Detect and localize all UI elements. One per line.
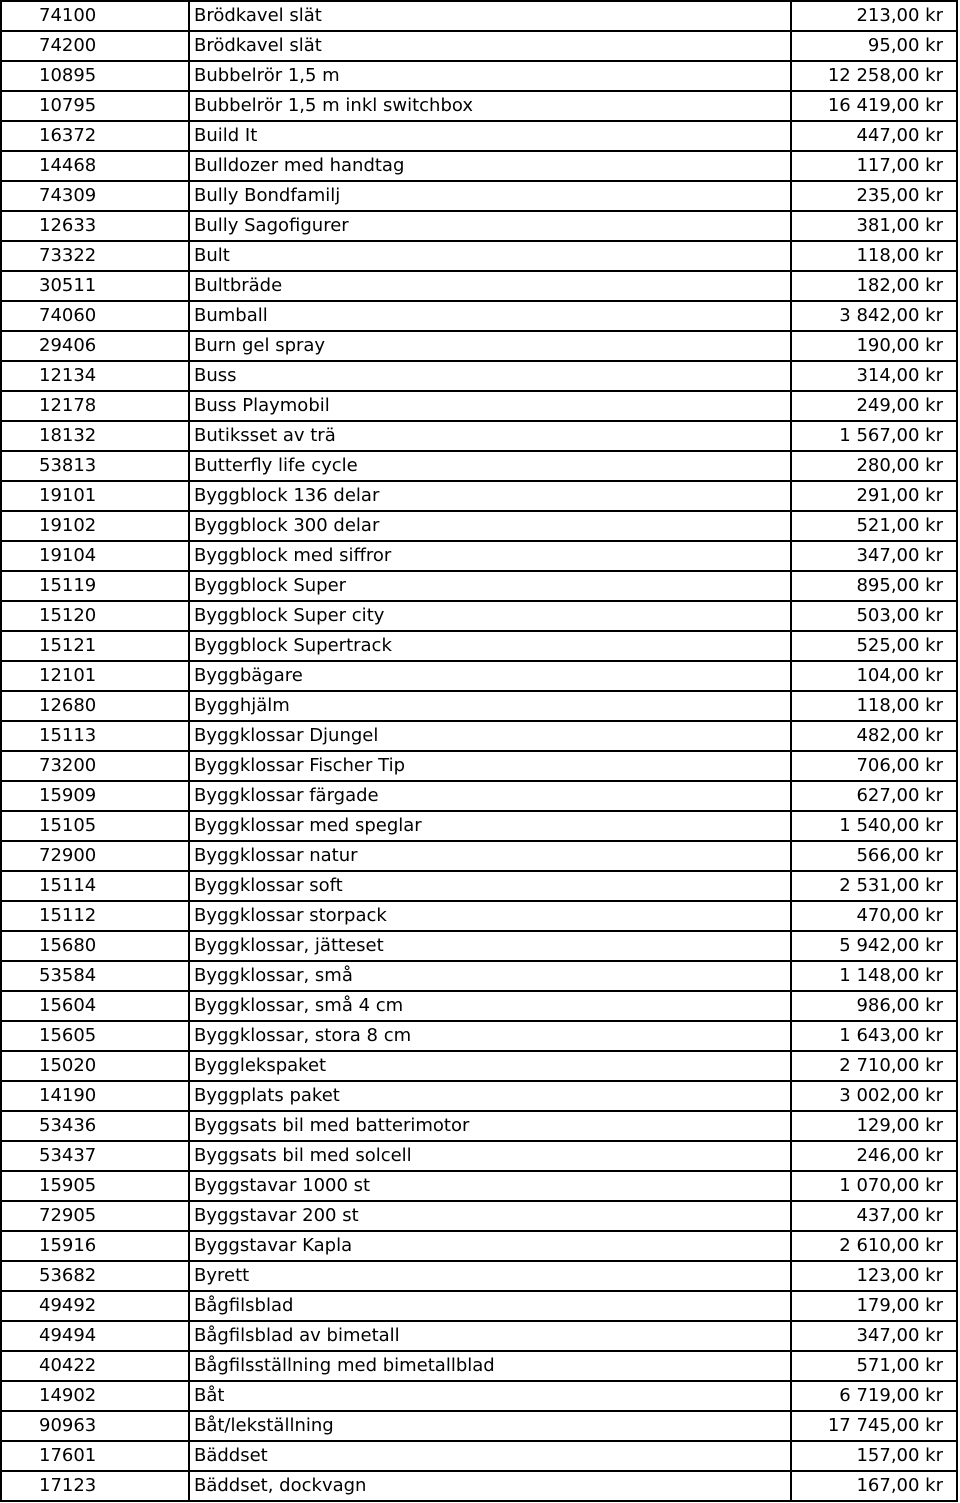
article-number-cell: 15114 [1, 871, 189, 901]
article-number-cell: 15120 [1, 601, 189, 631]
product-name-cell: Byggklossar, stora 8 cm [189, 1021, 791, 1051]
price-cell: 437,00 kr [791, 1201, 957, 1231]
price-cell: 2 610,00 kr [791, 1231, 957, 1261]
article-number-cell: 12178 [1, 391, 189, 421]
article-number-cell: 17123 [1, 1471, 189, 1501]
product-name-cell: Bäddset, dockvagn [189, 1471, 791, 1501]
table-row [1, 421, 957, 451]
price-cell: 347,00 kr [791, 1321, 957, 1351]
price-cell: 1 540,00 kr [791, 811, 957, 841]
product-name-cell: Byggstavar Kapla [189, 1231, 791, 1261]
table-row [1, 1141, 957, 1171]
product-name-cell: Byggblock 300 delar [189, 511, 791, 541]
article-number-cell: 15905 [1, 1171, 189, 1201]
article-number-cell: 15604 [1, 991, 189, 1021]
product-name-cell: Byggklossar storpack [189, 901, 791, 931]
article-number-cell: 17601 [1, 1441, 189, 1471]
price-cell: 167,00 kr [791, 1471, 957, 1501]
article-number-cell: 72900 [1, 841, 189, 871]
product-name-cell: Butiksset av trä [189, 421, 791, 451]
price-cell: 1 070,00 kr [791, 1171, 957, 1201]
price-cell: 16 419,00 kr [791, 91, 957, 121]
price-cell: 104,00 kr [791, 661, 957, 691]
product-name-cell: Båt [189, 1381, 791, 1411]
table-row [1, 1171, 957, 1201]
product-name-cell: Byggblock Supertrack [189, 631, 791, 661]
price-cell: 117,00 kr [791, 151, 957, 181]
article-number-cell: 90963 [1, 1411, 189, 1441]
price-cell: 525,00 kr [791, 631, 957, 661]
product-name-cell: Byggstavar 200 st [189, 1201, 791, 1231]
price-cell: 118,00 kr [791, 691, 957, 721]
table-row [1, 1471, 957, 1501]
price-cell: 2 531,00 kr [791, 871, 957, 901]
table-row [1, 841, 957, 871]
article-number-cell: 49494 [1, 1321, 189, 1351]
article-number-cell: 15112 [1, 901, 189, 931]
price-cell: 235,00 kr [791, 181, 957, 211]
price-cell: 179,00 kr [791, 1291, 957, 1321]
table-row [1, 1321, 957, 1351]
table-row [1, 571, 957, 601]
table-row [1, 991, 957, 1021]
table-row [1, 301, 957, 331]
article-number-cell: 10795 [1, 91, 189, 121]
product-name-cell: Byggblock 136 delar [189, 481, 791, 511]
price-cell: 503,00 kr [791, 601, 957, 631]
article-number-cell: 73322 [1, 241, 189, 271]
product-name-cell: Bågfilsblad av bimetall [189, 1321, 791, 1351]
table-row [1, 361, 957, 391]
price-cell: 571,00 kr [791, 1351, 957, 1381]
table-row [1, 1441, 957, 1471]
product-name-cell: Bäddset [189, 1441, 791, 1471]
price-cell: 123,00 kr [791, 1261, 957, 1291]
product-name-cell: Byggblock med siffror [189, 541, 791, 571]
article-number-cell: 53682 [1, 1261, 189, 1291]
price-cell: 314,00 kr [791, 361, 957, 391]
product-name-cell: Byggklossar färgade [189, 781, 791, 811]
product-name-cell: Byggsats bil med solcell [189, 1141, 791, 1171]
table-row [1, 241, 957, 271]
article-number-cell: 14902 [1, 1381, 189, 1411]
product-name-cell: Byggblock Super city [189, 601, 791, 631]
price-cell: 246,00 kr [791, 1141, 957, 1171]
table-row [1, 1231, 957, 1261]
product-name-cell: Byggplats paket [189, 1081, 791, 1111]
table-row [1, 91, 957, 121]
price-cell: 895,00 kr [791, 571, 957, 601]
price-cell: 3 842,00 kr [791, 301, 957, 331]
product-name-cell: Bulldozer med handtag [189, 151, 791, 181]
price-cell: 213,00 kr [791, 1, 957, 31]
product-name-cell: Brödkavel slät [189, 31, 791, 61]
table-row [1, 211, 957, 241]
table-row [1, 151, 957, 181]
table-row [1, 1411, 957, 1441]
product-name-cell: Bågfilsblad [189, 1291, 791, 1321]
table-row [1, 1081, 957, 1111]
table-row [1, 1111, 957, 1141]
table-row [1, 31, 957, 61]
product-name-cell: Burn gel spray [189, 331, 791, 361]
table-row [1, 1381, 957, 1411]
price-cell: 381,00 kr [791, 211, 957, 241]
article-number-cell: 74060 [1, 301, 189, 331]
price-cell: 5 942,00 kr [791, 931, 957, 961]
table-row [1, 121, 957, 151]
product-name-cell: Byggklossar med speglar [189, 811, 791, 841]
product-name-cell: Byggklossar natur [189, 841, 791, 871]
article-number-cell: 74200 [1, 31, 189, 61]
price-cell: 291,00 kr [791, 481, 957, 511]
table-row [1, 931, 957, 961]
table-row [1, 781, 957, 811]
table-row [1, 1291, 957, 1321]
price-cell: 157,00 kr [791, 1441, 957, 1471]
product-name-cell: Byggklossar Djungel [189, 721, 791, 751]
price-cell: 249,00 kr [791, 391, 957, 421]
product-name-cell: Bully Bondfamilj [189, 181, 791, 211]
price-cell: 1 643,00 kr [791, 1021, 957, 1051]
article-number-cell: 14190 [1, 1081, 189, 1111]
product-name-cell: Byggklossar soft [189, 871, 791, 901]
table-row [1, 1, 957, 31]
table-row [1, 1351, 957, 1381]
price-cell: 521,00 kr [791, 511, 957, 541]
product-name-cell: Bygghjälm [189, 691, 791, 721]
product-name-cell: Bumball [189, 301, 791, 331]
table-row [1, 181, 957, 211]
table-row [1, 511, 957, 541]
article-number-cell: 12633 [1, 211, 189, 241]
product-name-cell: Build It [189, 121, 791, 151]
article-number-cell: 15909 [1, 781, 189, 811]
table-row [1, 601, 957, 631]
article-number-cell: 16372 [1, 121, 189, 151]
price-cell: 190,00 kr [791, 331, 957, 361]
price-cell: 280,00 kr [791, 451, 957, 481]
article-number-cell: 74100 [1, 1, 189, 31]
table-row [1, 331, 957, 361]
price-cell: 2 710,00 kr [791, 1051, 957, 1081]
price-cell: 1 567,00 kr [791, 421, 957, 451]
table-row [1, 391, 957, 421]
article-number-cell: 53813 [1, 451, 189, 481]
price-cell: 129,00 kr [791, 1111, 957, 1141]
price-cell: 706,00 kr [791, 751, 957, 781]
article-number-cell: 53584 [1, 961, 189, 991]
article-number-cell: 14468 [1, 151, 189, 181]
product-name-cell: Byggbägare [189, 661, 791, 691]
price-cell: 470,00 kr [791, 901, 957, 931]
table-row [1, 751, 957, 781]
table-row [1, 871, 957, 901]
table-row [1, 271, 957, 301]
product-name-cell: Bubbelrör 1,5 m inkl switchbox [189, 91, 791, 121]
article-number-cell: 53437 [1, 1141, 189, 1171]
article-number-cell: 15020 [1, 1051, 189, 1081]
article-number-cell: 12134 [1, 361, 189, 391]
price-cell: 17 745,00 kr [791, 1411, 957, 1441]
product-name-cell: Buss [189, 361, 791, 391]
price-cell: 986,00 kr [791, 991, 957, 1021]
article-number-cell: 19104 [1, 541, 189, 571]
table-row [1, 691, 957, 721]
product-name-cell: Båt/lekställning [189, 1411, 791, 1441]
table-row [1, 811, 957, 841]
price-cell: 12 258,00 kr [791, 61, 957, 91]
article-number-cell: 15121 [1, 631, 189, 661]
product-name-cell: Buss Playmobil [189, 391, 791, 421]
article-number-cell: 49492 [1, 1291, 189, 1321]
price-cell: 482,00 kr [791, 721, 957, 751]
article-number-cell: 15916 [1, 1231, 189, 1261]
article-number-cell: 53436 [1, 1111, 189, 1141]
article-number-cell: 40422 [1, 1351, 189, 1381]
price-list-body [1, 1, 957, 1501]
price-cell: 3 002,00 kr [791, 1081, 957, 1111]
product-name-cell: Byggstavar 1000 st [189, 1171, 791, 1201]
article-number-cell: 15605 [1, 1021, 189, 1051]
price-cell: 1 148,00 kr [791, 961, 957, 991]
product-name-cell: Brödkavel slät [189, 1, 791, 31]
article-number-cell: 30511 [1, 271, 189, 301]
article-number-cell: 15113 [1, 721, 189, 751]
price-cell: 95,00 kr [791, 31, 957, 61]
table-row [1, 961, 957, 991]
table-row [1, 1021, 957, 1051]
price-cell: 566,00 kr [791, 841, 957, 871]
article-number-cell: 19101 [1, 481, 189, 511]
product-name-cell: Bultbräde [189, 271, 791, 301]
article-number-cell: 15119 [1, 571, 189, 601]
price-cell: 447,00 kr [791, 121, 957, 151]
article-number-cell: 10895 [1, 61, 189, 91]
price-cell: 182,00 kr [791, 271, 957, 301]
table-row [1, 661, 957, 691]
table-row [1, 631, 957, 661]
product-name-cell: Byrett [189, 1261, 791, 1291]
product-name-cell: Butterfly life cycle [189, 451, 791, 481]
table-row [1, 1201, 957, 1231]
product-name-cell: Byggklossar, små 4 cm [189, 991, 791, 1021]
price-cell: 118,00 kr [791, 241, 957, 271]
article-number-cell: 73200 [1, 751, 189, 781]
price-cell: 6 719,00 kr [791, 1381, 957, 1411]
product-name-cell: Bågfilsställning med bimetallblad [189, 1351, 791, 1381]
table-row [1, 1261, 957, 1291]
article-number-cell: 12101 [1, 661, 189, 691]
table-row [1, 901, 957, 931]
product-name-cell: Byggklossar, små [189, 961, 791, 991]
product-name-cell: Bubbelrör 1,5 m [189, 61, 791, 91]
table-row [1, 1051, 957, 1081]
table-row [1, 61, 957, 91]
product-name-cell: Bully Sagofigurer [189, 211, 791, 241]
article-number-cell: 19102 [1, 511, 189, 541]
price-cell: 347,00 kr [791, 541, 957, 571]
article-number-cell: 18132 [1, 421, 189, 451]
product-name-cell: Bygglekspaket [189, 1051, 791, 1081]
product-name-cell: Bult [189, 241, 791, 271]
article-number-cell: 12680 [1, 691, 189, 721]
article-number-cell: 29406 [1, 331, 189, 361]
table-row [1, 451, 957, 481]
article-number-cell: 72905 [1, 1201, 189, 1231]
article-number-cell: 15680 [1, 931, 189, 961]
table-row [1, 541, 957, 571]
product-name-cell: Byggblock Super [189, 571, 791, 601]
article-number-cell: 15105 [1, 811, 189, 841]
article-number-cell: 74309 [1, 181, 189, 211]
table-row [1, 481, 957, 511]
price-cell: 627,00 kr [791, 781, 957, 811]
product-name-cell: Byggklossar, jätteset [189, 931, 791, 961]
table-row [1, 721, 957, 751]
product-name-cell: Byggsats bil med batterimotor [189, 1111, 791, 1141]
product-name-cell: Byggklossar Fischer Tip [189, 751, 791, 781]
